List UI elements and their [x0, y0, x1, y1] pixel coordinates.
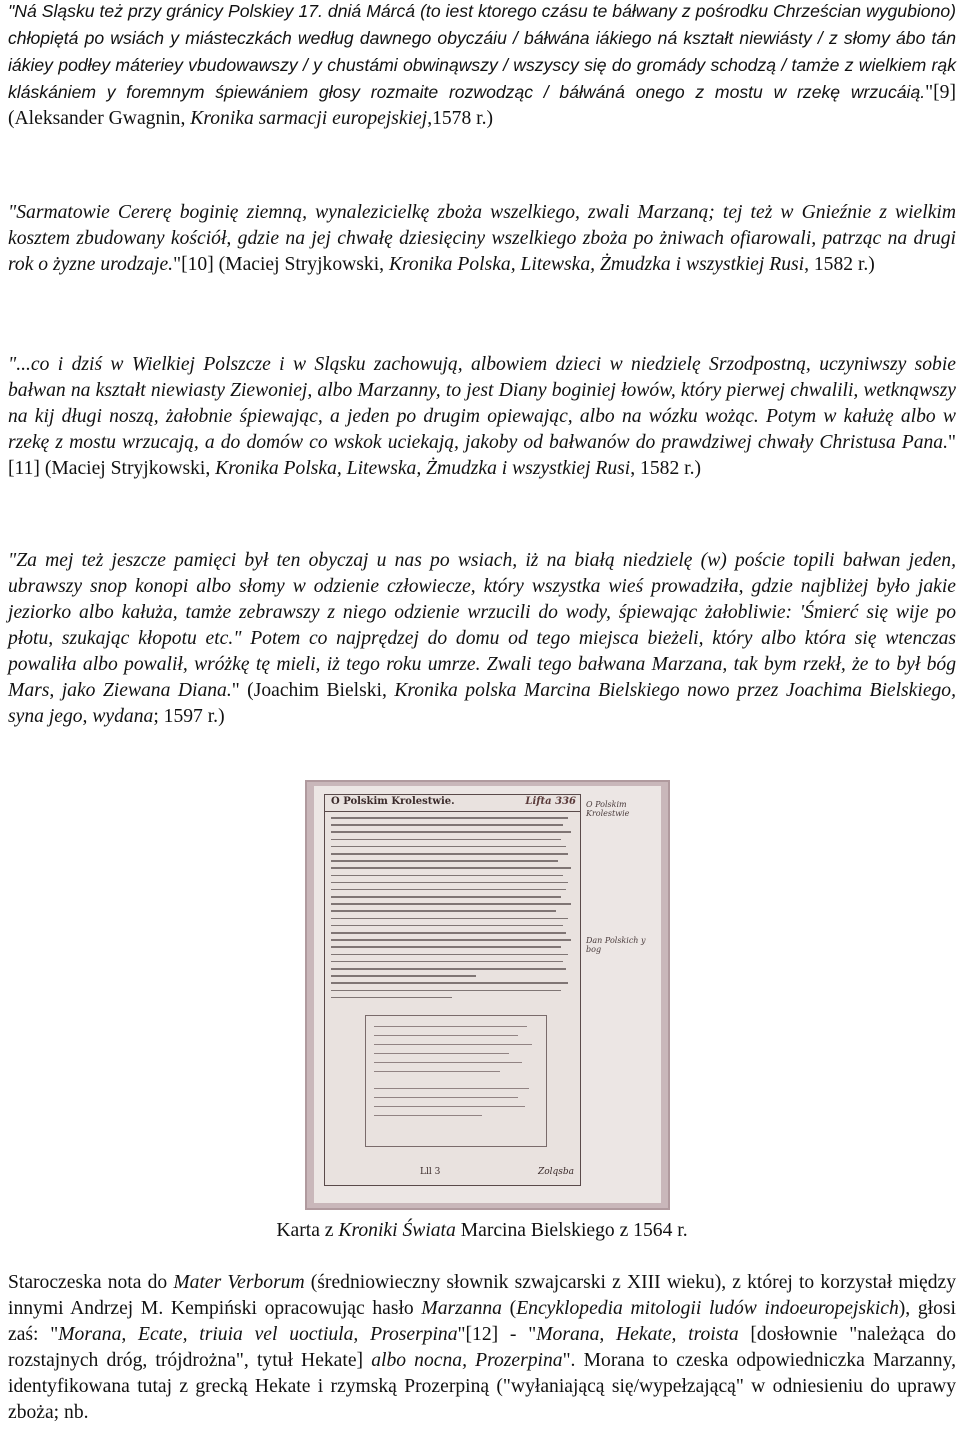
sheet-header — [325, 795, 580, 812]
caption-text: Karta z — [276, 1220, 339, 1241]
margin-note-mid: Dan Polskich y bog — [586, 936, 646, 954]
footnote-ref: "[11] (Maciej Stryjkowski, — [8, 432, 956, 479]
quote-bielski — [8, 548, 956, 730]
quote-text: "Sarmatowie Cererę boginię ziemną, wynalezicielkę zboża wszelkiego, zwali Marzaną; tej też w Gnieźnie z wielkim kosztem zbudowany kościół, gdzie na jej chwałę dziesięciny wszelkiego zboża po żniwach ofiarowali, patrząc na drugi rok o żyzne urodzaje. — [8, 202, 956, 275]
text: [dosłownie "należąca do rozstajnych dróg, trójdrożna", tytuł Hekate] — [8, 1324, 956, 1371]
work-title: Kronika Polska, Litewska, Żmudzka i wszystkiej Rusi — [388, 254, 805, 275]
figure-caption — [8, 1218, 956, 1244]
quote-stryjkowski-2 — [8, 352, 956, 482]
gloss: albo nocna, Prozerpina — [371, 1350, 563, 1371]
text: ( — [501, 1298, 517, 1319]
text: (średniowieczny słownik szwajcarski z XIII wieku), z której to korzystał między innymi Andrzej M. Kempiński opracowując hasło — [8, 1272, 956, 1319]
work-title: Kronika Polska, Litewska, Żmudzka i wszystkiej Rusi — [215, 458, 631, 479]
margin-note-top: O Polskim Krolestwie — [586, 800, 630, 818]
scanned-sheet — [314, 786, 661, 1203]
handwritten-notes-box — [365, 1015, 547, 1147]
sheet-title: O Polskim Krolestwie. — [331, 796, 455, 807]
footnote-ref: "[9] (Aleksander Gwagnin, — [8, 82, 956, 129]
year: , 1582 r.) — [804, 254, 875, 275]
work-title: Kronika sarmacji europejskiej — [190, 108, 428, 129]
sheet-folio: Lifta 336 — [525, 796, 576, 807]
chronicle-page-image — [305, 780, 670, 1210]
work-title: Encyklopedia mitologii ludów indoeuropejskich — [516, 1298, 899, 1319]
mater-verborum-paragraph — [8, 1270, 956, 1426]
quote-text: "...co i dziś w Wielkiej Polszcze i w Sląsku zachowują, albowiem dzieci w niedzielę Srzodpostną, uczyniwszy sobie bałwan na kształt niewiasty Ziewoniej, albo Marzanny, to jest Diany boginiej łowów, który pierwej chwalili, wetknąwszy na kij długi noszą, żałobnie śpiewając, a jeden po drugim opiewając, albo na wózku wożąc. Potym w kałużę albo w rzekę z mostu wrzucają, a do domów co wskok uciekają, jakoby od bałwanów do prawdziwej chwały Christusa Pana. — [8, 354, 956, 453]
year: ,1578 r.) — [427, 108, 494, 129]
quote-text: "Za mej też jeszcze pamięci był ten obyczaj u nas po wsiach, iż na białą niedzielę (w) poście topili bałwan jeden, ubrawszy snop konopi albo słomy w odzienie człowiecze, który wszystka wieś prowadziła, gdzie najbliżej było jakie jeziorko albo kałuża, tamże zebrawszy z niego odzienie wrzucili do wody, śpiewając żałobliwie: 'Śmierć się wije po płotu, szukając kłopotu etc." Potem co najprędzej do domu od tego miejsca bieżeli, który albo która się wtenczas powaliła albo powalił, wróżkę tę mieli, iż tego roku umrze. Zwali tego bałwana Marzana, tak bym rzekł, że to był bóg Mars, jako Ziewana Diana. — [8, 550, 956, 701]
entry-name: Marzanna — [421, 1298, 502, 1319]
work-title: Mater Verborum — [173, 1272, 305, 1293]
text: ". Morana to czeska odpowiedniczka Marzanny, identyfikowana tutaj z grecką Hekate i rzymską Prozerpiną ("wyłaniającą się/wypełzającą" w odniesieniu do uprawy zboża; nb. — [8, 1350, 957, 1423]
catchword: Zolqsba — [537, 1167, 574, 1177]
gloss: Morana, Hekate, troista — [536, 1324, 739, 1345]
year: ; 1597 r.) — [153, 706, 225, 727]
quote-text: "Ná Sląsku też przy gránicy Polskiey 17. dniá Márcá (to iest ktorego czásu te báłwany z pośrodku Chrześcian wygubiono) chłopiętá po wsiách y miásteczkách według dawnego obyczáiu / báłwána iákiego ná kształt niewiásty / z słomy ábo tán iákiey podłey máteriey vbudowawszy / y chustámi obwinąwszy / wszyscy się do gromády schodzą / tamże z wielkiem rąk klásk‌ániem y foremnym śpiewániem głosy rozmaite rozwodząc / báłwáná onego z mostu w rzekę wrzucáią. — [8, 1, 956, 102]
work-title: Kronika polska Marcina Bielskiego nowo przez Joachima Bielskiego, syna jego, wydana — [8, 680, 957, 727]
latin-gloss: Morana, Ecate, triuia vel uoctiula, Proserpina — [58, 1324, 458, 1345]
footnote-ref: " (Joachim Bielski, — [231, 680, 395, 701]
footnote-ref: "[10] (Maciej Stryjkowski, — [173, 254, 389, 275]
quote-stryjkowski-1 — [8, 200, 956, 278]
text: "[12] - " — [457, 1324, 537, 1345]
caption-title: Kroniki Świata — [338, 1220, 456, 1241]
text: ), głosi zaś: " — [8, 1298, 956, 1345]
print-frame — [324, 794, 581, 1186]
year: , 1582 r.) — [630, 458, 701, 479]
text: Staroczeska nota do — [8, 1272, 174, 1293]
caption-text: Marcina Bielskiego z 1564 r. — [455, 1220, 688, 1241]
quote-gwagnin — [8, 0, 956, 132]
signature-mark: Lll 3 — [420, 1167, 441, 1177]
printed-text-lines — [331, 817, 573, 1004]
